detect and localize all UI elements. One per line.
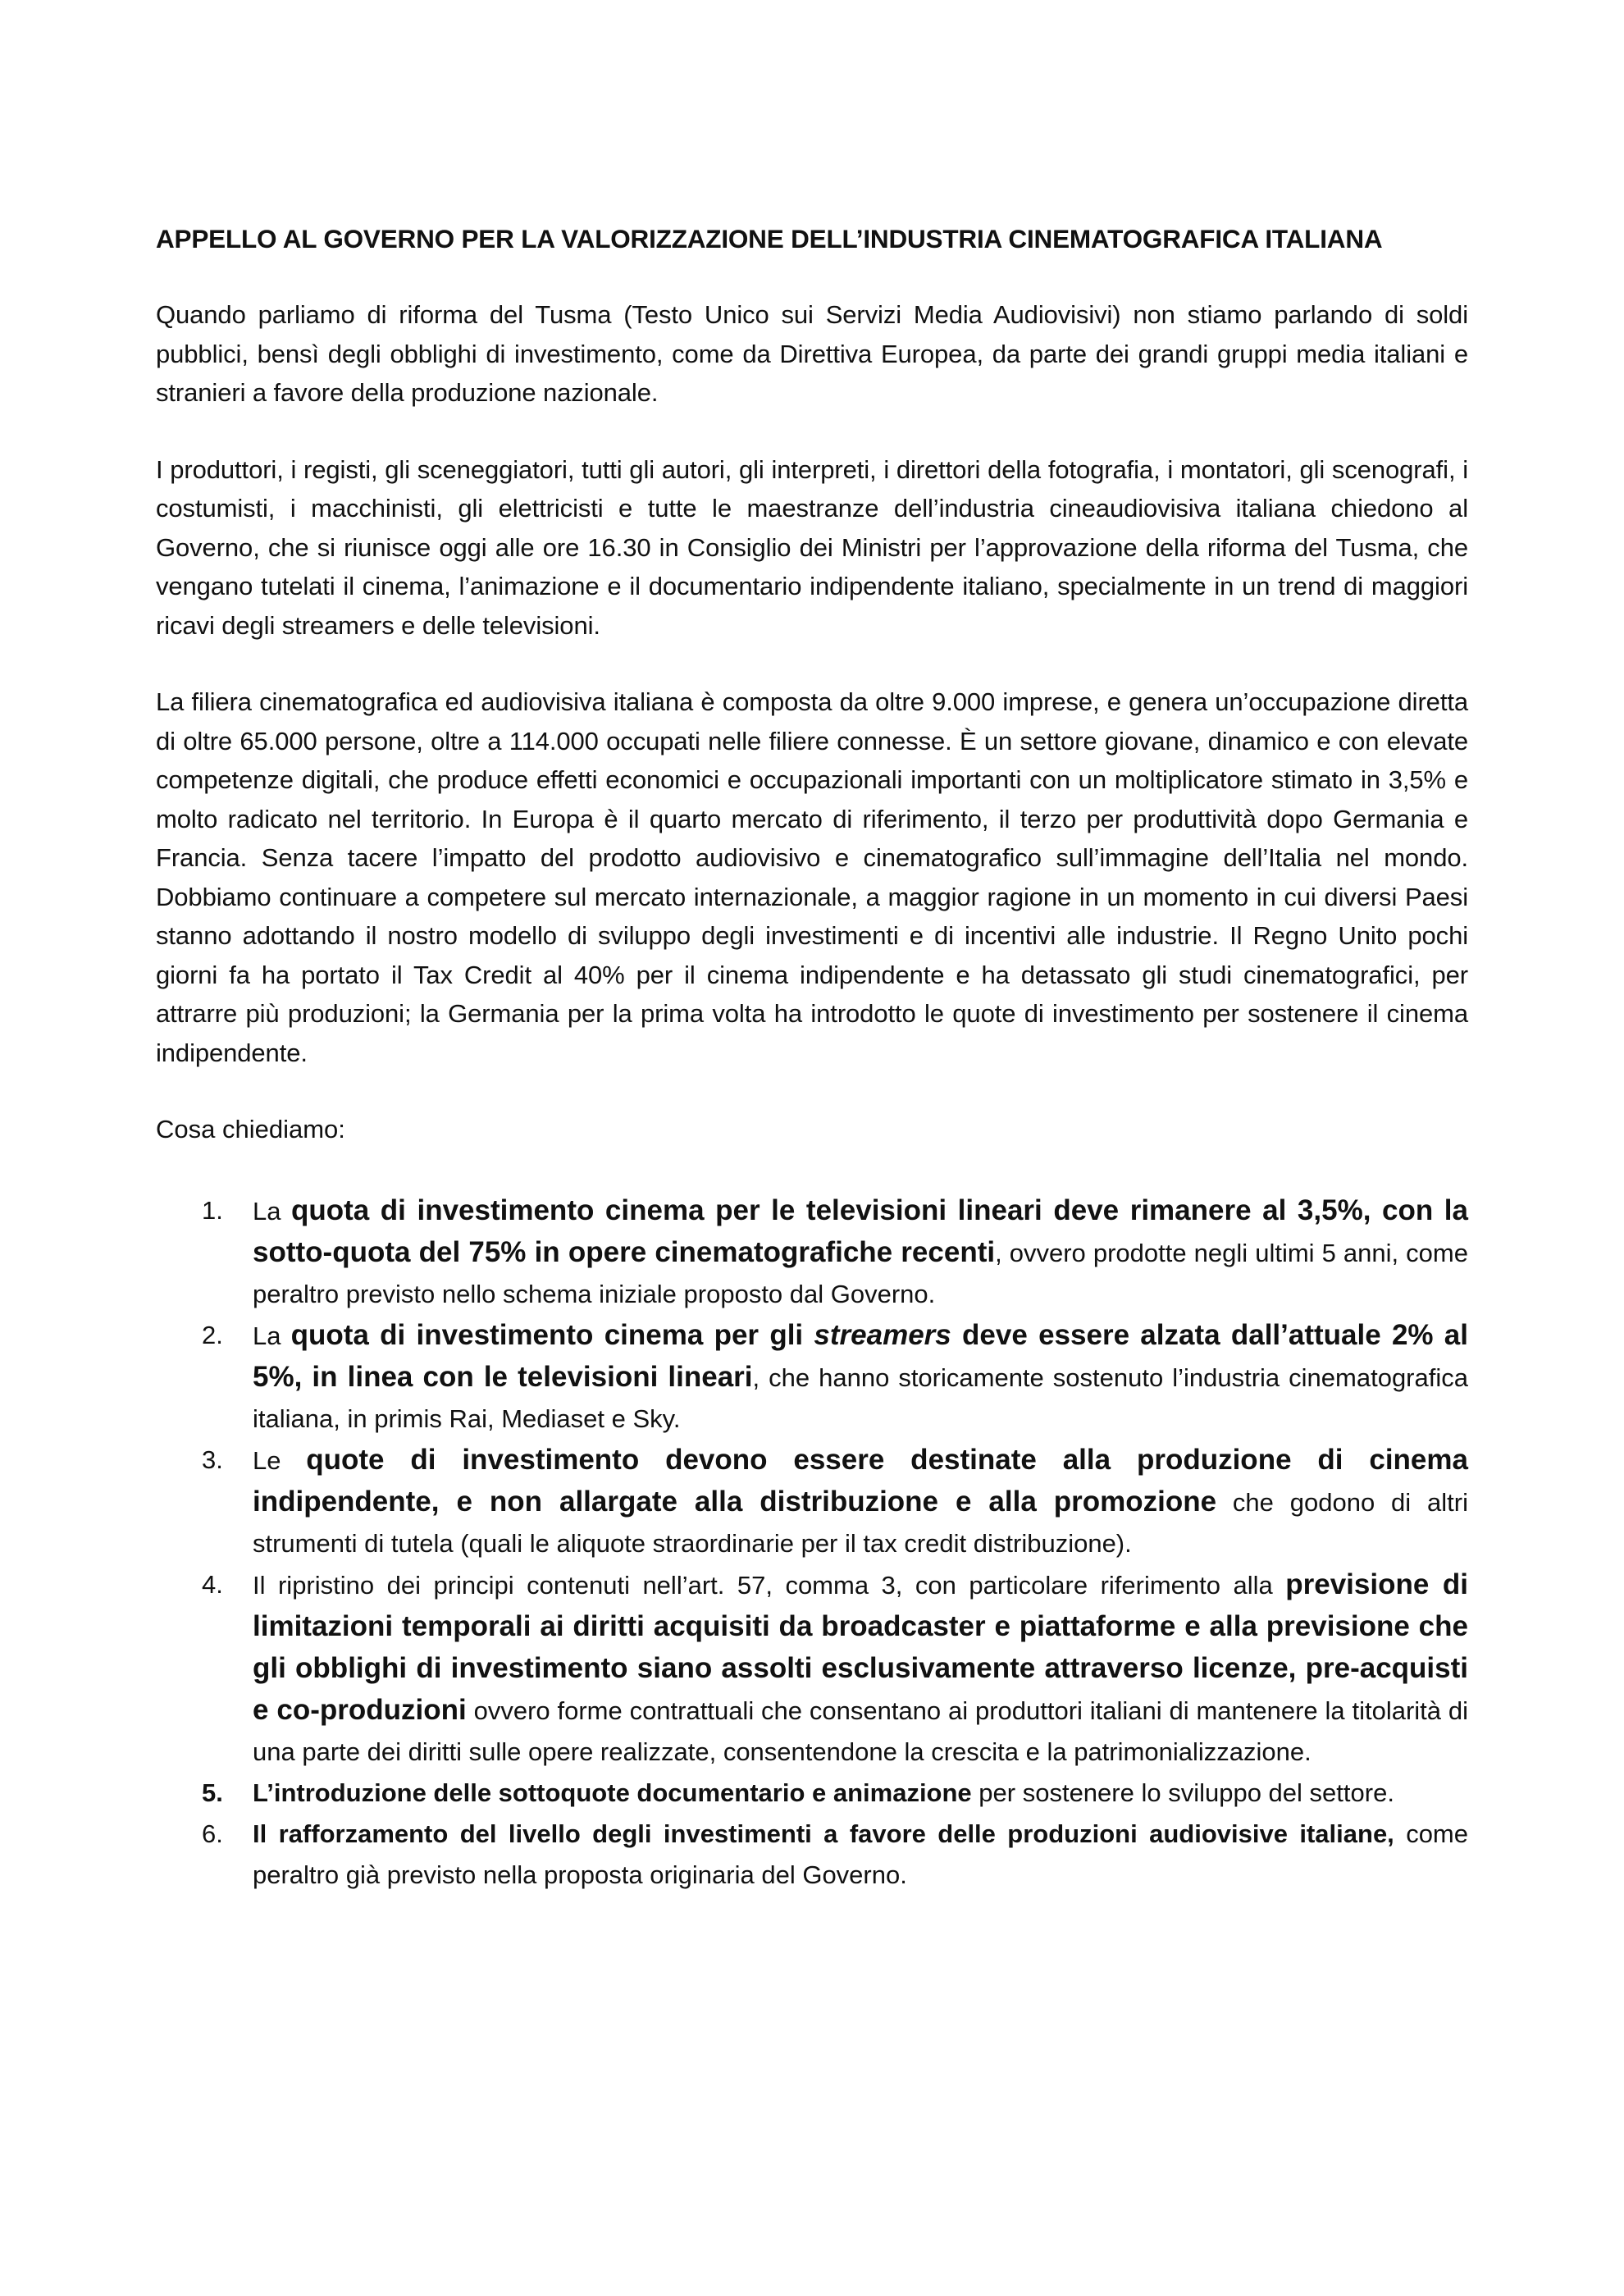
request-text-post: , ovvero prodotte negli ultimi 5 anni, come peraltro previsto nello schema iniziale proposto dal Governo. xyxy=(253,1238,1468,1308)
paragraph-tusma-intro: Quando parliamo di riforma del Tusma (Testo Unico sui Servizi Media Audiovisivi) non stiamo parlando di soldi pubblici, bensì degli obblighi di investimento, come da Direttiva Europea, da parte dei grandi gruppi media italiani e stranieri a favore della produzione nazionale. xyxy=(156,300,1468,407)
request-text-post: per sostenere lo sviluppo del settore. xyxy=(971,1778,1394,1807)
request-number: 1. xyxy=(202,1195,223,1225)
request-text-bold: L’introduzione delle sottoquote documentario e animazione xyxy=(253,1778,972,1807)
request-number: 5. xyxy=(202,1778,223,1807)
streamers-italic: streamers xyxy=(814,1318,951,1351)
request-number: 2. xyxy=(202,1320,223,1349)
request-item-1 xyxy=(156,1190,1468,1315)
request-text-post: ovvero forme contrattuali che consentano ai produttori italiani di mantenere la titolarità di una parte dei diritti sulle opere realizzate, consentendone la crescita e la patrimonializzazione. xyxy=(253,1696,1468,1766)
request-text-bold: previsione di limitazioni temporali ai diritti acquisiti da broadcaster e piattaforme e alla previsione che gli obblighi di investimento siano assolti esclusivamente attraverso licenze, pre-acquisti e co-produzioni xyxy=(253,1568,1468,1726)
request-text-pre: La xyxy=(253,1196,291,1226)
request-item-4 xyxy=(156,1564,1468,1773)
request-text-post: come peraltro già previsto nella proposta originaria del Governo. xyxy=(253,1819,1468,1889)
paragraph-sector-figures: La filiera cinematografica ed audiovisiva italiana è composta da oltre 9.000 imprese, e genera un’occupazione diretta di oltre 65.000 persone, oltre a 114.000 occupati nelle filiere connesse. È un settore giovane, dinamico e con elevate competenze digitali, che produce effetti economici e occupazionali importanti con un moltiplicatore stimato in 3,5% e molto radicato nel territorio. In Europa è il quarto mercato di riferimento, il terzo per produttività dopo Germania e Francia. Senza tacere l’impatto del prodotto audiovisivo e cinematografico sull’immagine dell’Italia nel mondo. Dobbiamo continuare a competere sul mercato internazionale, a maggior ragione in un momento in cui diversi Paesi stanno adottando il nostro modello di sviluppo degli investimenti e di incentivi alle industrie. Il Regno Unito pochi giorni fa ha portato il Tax Credit al 40% per il cinema indipendente e ha detassato gli studi cinematografici, per attrarre più produzioni; la Germania per la prima volta ha introdotto le quote di investimento per sostenere il cinema indipendente. xyxy=(156,687,1468,1067)
request-text-post: , che hanno storicamente sostenuto l’industria cinematografica italiana, in primis Rai, Mediaset e Sky. xyxy=(253,1363,1468,1433)
request-item-6 xyxy=(156,1814,1468,1896)
request-item-5 xyxy=(156,1773,1468,1814)
request-text-pre: Le xyxy=(253,1445,307,1475)
requests-lead: Cosa chiediamo: xyxy=(156,1115,345,1143)
request-text-bold: quota di investimento cinema per le televisioni lineari deve rimanere al 3,5%, con la sotto-quota del 75% in opere cinematografiche recenti xyxy=(253,1194,1468,1268)
request-number: 6. xyxy=(202,1819,223,1848)
request-text-bold: quota di investimento cinema per gli xyxy=(290,1318,814,1351)
requests-list xyxy=(156,1190,1468,1896)
request-text-pre: La xyxy=(253,1321,291,1350)
request-text-pre: Il ripristino dei principi contenuti nell’art. 57, comma 3, con particolare riferimento alla xyxy=(253,1570,1286,1600)
request-text-bold-continued: deve essere alzata dall’attuale 2% al 5%, in linea con le televisioni lineari xyxy=(253,1318,1468,1393)
request-text-bold: quote di investimento devono essere destinate alla produzione di cinema indipendente, e non allargate alla distribuzione e alla promozione xyxy=(253,1443,1468,1518)
request-item-3 xyxy=(156,1440,1468,1564)
request-text-bold: Il rafforzamento del livello degli investimenti a favore delle produzioni audiovisive italiane, xyxy=(253,1819,1394,1848)
document-title: APPELLO AL GOVERNO PER LA VALORIZZAZIONE DELL’INDUSTRIA CINEMATOGRAFICA ITALIANA xyxy=(156,224,1383,253)
request-item-2 xyxy=(156,1315,1468,1440)
request-text-bold-italic xyxy=(814,1319,951,1351)
document-page xyxy=(156,220,1468,1896)
paragraph-industry-appeal: I produttori, i registi, gli sceneggiatori, tutti gli autori, gli interpreti, i direttori della fotografia, i montatori, gli scenografi, i costumisti, i macchinisti, gli elettricisti e tutte le maestranze dell’industria cineaudiovisiva italiana chiedono al Governo, che si riunisce oggi alle ore 16.30 in Consiglio dei Ministri per l’approvazione della riforma del Tusma, che vengano tutelati il cinema, l’animazione e il documentario indipendente italiano, specialmente in un trend di maggiori ricavi degli streamers e delle televisioni. xyxy=(156,454,1468,640)
request-number: 3. xyxy=(202,1445,223,1474)
request-text-post: che godono di altri strumenti di tutela (quali le aliquote straordinarie per il tax credit distribuzione). xyxy=(253,1487,1468,1558)
request-number: 4. xyxy=(202,1569,223,1599)
